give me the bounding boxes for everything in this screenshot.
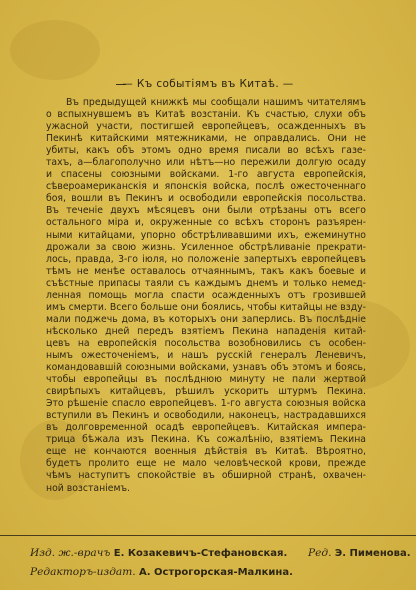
article-line: цевъ на европейскія посольства возобновились съ особен- — [46, 337, 366, 349]
imprint-line-2 — [30, 566, 410, 578]
article-body — [46, 97, 366, 495]
article-line: сѣвероамериканскія и японскія войска, послѣ ожесточеннаго — [46, 181, 366, 193]
article-title: — Къ событіямъ въ Китаѣ. — — [122, 78, 294, 90]
article-line: въ долговременной осадѣ европейцевъ. Китайская импера- — [46, 422, 366, 434]
article-line: еще не кончаются военныя дѣйствія въ Китаѣ. Вѣроятно, — [46, 446, 366, 458]
article-line: чтобы европейцы въ послѣднюю минуту не пали жертвой — [46, 374, 366, 386]
article-line: мали поджечь дома, въ которыхъ они заперлись. Въ послѣдніе — [46, 313, 366, 325]
article-line: лось, правда, 3-го іюля, но положеніе запертыхъ европейцевъ — [46, 253, 366, 265]
imprint-divider — [0, 535, 416, 536]
article-line: ными китайцами, упорно обстрѣливавшими ихъ, ежеминутно — [46, 229, 366, 241]
article-line: убиты, какъ объ этомъ одно время писали во всѣхъ газе- — [46, 145, 366, 157]
editor-label: Ред. — [308, 547, 332, 559]
article-line: нымъ ожесточеніемъ, и нашъ русскій генералъ Леневичъ, — [46, 349, 366, 361]
article-line: Это рѣшеніе спасло европейцевъ. 1-го августа союзныя войска — [46, 398, 366, 410]
publisher-name: Е. Козакевичъ-Стефановская. — [113, 548, 288, 559]
article-line: Въ теченіе двухъ мѣсяцевъ они были отрѣзаны отъ всего — [46, 205, 366, 217]
article-line: и спасены союзными войсками. 1-го августа европейскія, — [46, 169, 366, 181]
article-line: съѣстные припасы таяли съ каждымъ днемъ и только немед- — [46, 277, 366, 289]
article-line: о вспыхнувшемъ въ Китаѣ возстаніи. Къ счастью, слухи объ — [46, 109, 366, 121]
editor-publisher-label: Редакторъ-издат. — [30, 566, 136, 578]
article-line: остального міра и, окруженные со всѣхъ сторонъ разъярен- — [46, 217, 366, 229]
article-line: ной возстаніемъ. — [46, 482, 131, 494]
article-line: тахъ, а—благополучно или нѣтъ—но пережили долгую осаду — [46, 157, 366, 169]
article-line: свирѣпыхъ китайцевъ, рѣшилъ ускорить штурмъ Пекина. — [46, 386, 366, 398]
article-line: тѣмъ не менѣе оставалось отчаяннымъ, такъ какъ боевые и — [46, 265, 366, 277]
article-line: ужасной участи, постигшей европейцевъ, осажденныхъ въ — [46, 121, 366, 133]
article-line: вступили въ Пекинъ и освободили, наконецъ, настрадавшихся — [46, 410, 366, 422]
article-line: чѣмъ наступитъ спокойствіе въ обширной странѣ, охвачен- — [46, 470, 366, 482]
imprint-line-1 — [30, 547, 410, 559]
article-line: боя, вошли въ Пекинъ и освободили европейскія посольства. — [46, 193, 366, 205]
article-line: имъ смерти. Всего больше они боялись, чтобы китайцы не взду- — [46, 301, 366, 313]
publisher-label: Изд. ж.-врачъ — [30, 547, 111, 559]
editor-publisher-name: А. Острогорская-Малкина. — [139, 567, 293, 578]
article-line: Пекинѣ китайскими мятежниками, не оправдались. Они не — [46, 133, 366, 145]
article-line: дрожали за свою жизнь. Усиленное обстрѣливаніе прекрати- — [46, 241, 366, 253]
article-line: будетъ пролито еще не мало человѣческой крови, прежде — [46, 458, 366, 470]
article-line: трица бѣжала изъ Пекина. Къ сожалѣнію, взятіемъ Пекина — [46, 434, 366, 446]
article-line: командовавшій союзными войсками, узнавъ объ этомъ и боясь, — [46, 362, 366, 374]
article-line: ленная помощь могла спасти осажденныхъ отъ грозившей — [46, 289, 366, 301]
article-line: нѣсколько дней передъ взятіемъ Пекина нападенія китай- — [46, 325, 366, 337]
paper-stain — [10, 20, 100, 80]
article-line: Въ предыдущей книжкѣ мы сообщали нашимъ читателямъ — [66, 97, 366, 108]
editor-name: Э. Пименова. — [334, 548, 411, 559]
